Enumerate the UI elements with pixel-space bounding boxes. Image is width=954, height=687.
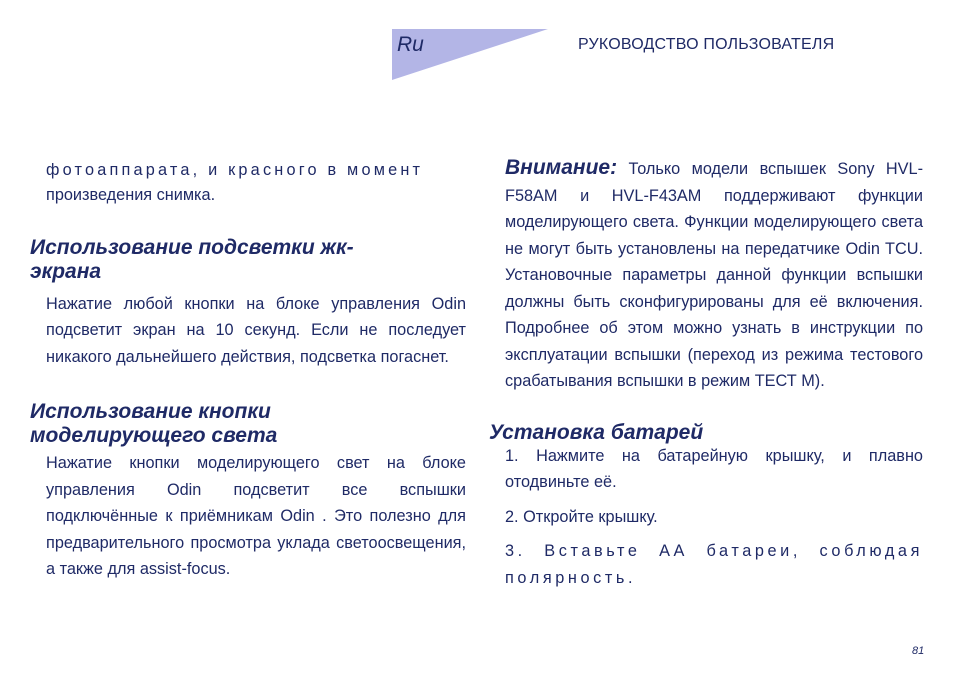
intro-line-1: фотоаппарата, и красного в момент [46, 161, 424, 179]
language-label: Ru [397, 33, 424, 56]
battery-step-2: 2. Откройте крышку. [505, 507, 658, 526]
left-column [30, 157, 466, 583]
section-heading-batteries: Установка батарей [489, 420, 704, 444]
warning-label: Внимание: [505, 156, 618, 179]
intro-line-2: произведения снимка. [46, 185, 216, 204]
section-body-modeling-light: Нажатие кнопки моделирующего свет на блоке управления Odin подсветит все вспышки подключённые к приёмникам Odin . Это полезно для предварительного просмотра уклада светоосвещения, а также для assist-focus. [46, 454, 466, 578]
right-column [489, 157, 923, 591]
warning-paragraph [489, 155, 923, 395]
battery-step-1: 1. Нажмите на батарейную крышку, и плавно отодвиньте её. [505, 446, 923, 491]
section-body-backlight: Нажатие любой кнопки на блоке управления Odin подсветит экран на 10 секунд. Если не последует никакого дальнейшего действия, подсветка погаснет. [46, 294, 466, 366]
warning-text: Только модели вспышек Sony HVL-F58AM и HVL-F43AM поддерживают функции моделирующего света. Функции моделирующего света не могут быть установлены на передатчике Odin TCU. Установочные параметры данной функции вспышки должны быть сконфигурированы для её включения. Подробнее об этом можно узнать в инструкции по эксплуатации вспышки (переход из режима тестового срабатывания вспышки в режим ТЕСТ М). [505, 160, 924, 390]
section-heading-modeling-light: Использование кнопки моделирующего света [30, 400, 278, 447]
section-heading-backlight: Использование подсветки жк-экрана [30, 235, 354, 283]
document-title: РУКОВОДСТВО ПОЛЬЗОВАТЕЛЯ [578, 36, 835, 53]
page-number: 81 [912, 645, 925, 657]
battery-step-3: 3. Вставьте АА батареи, соблюдая полярность. [505, 542, 923, 587]
